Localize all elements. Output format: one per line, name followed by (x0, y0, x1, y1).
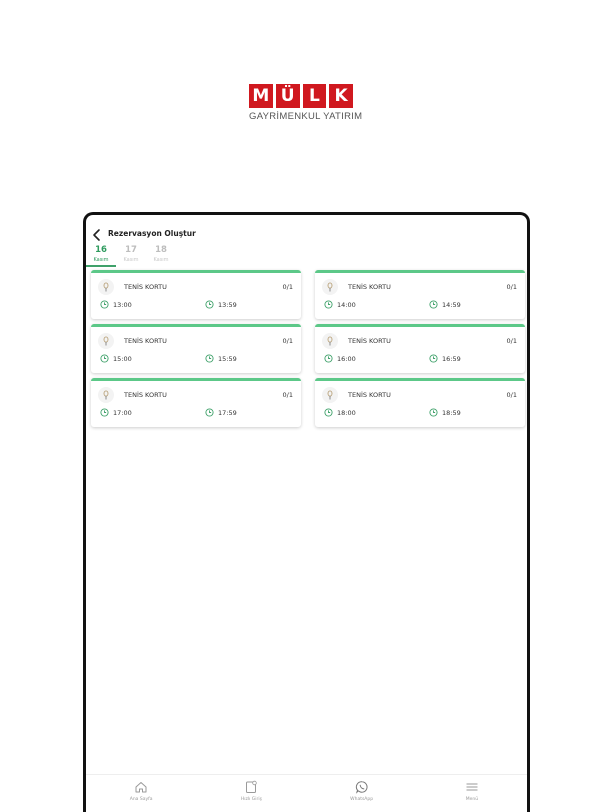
court-name: TENİS KORTU (124, 391, 167, 399)
nav-label: Menü (465, 797, 479, 802)
logo-subtitle: GAYRİMENKUL YATIRIM (249, 111, 363, 122)
tab-day-16[interactable] (86, 245, 116, 267)
logo-letter: L (303, 84, 327, 108)
end-time (429, 408, 461, 417)
clock-icon (324, 300, 333, 309)
clock-icon (429, 354, 438, 363)
whatsapp-icon (355, 780, 369, 794)
tab-day-number: 18 (155, 245, 167, 255)
reservation-slot-card[interactable] (91, 270, 301, 319)
start-time (100, 300, 132, 309)
tennis-racket-icon (98, 279, 114, 295)
start-time-value: 14:00 (337, 300, 356, 309)
end-time (429, 300, 461, 309)
nav-whatsapp[interactable] (307, 775, 417, 812)
clock-icon (429, 300, 438, 309)
slot-capacity: 0/1 (506, 337, 517, 345)
clock-icon (100, 354, 109, 363)
court-name: TENİS KORTU (348, 391, 391, 399)
logo-letters (249, 84, 353, 108)
nav-home[interactable] (86, 775, 196, 812)
clock-icon (205, 300, 214, 309)
bottom-navigation (86, 774, 527, 812)
clock-icon (205, 408, 214, 417)
slot-capacity: 0/1 (506, 391, 517, 399)
end-time-value: 15:59 (218, 354, 237, 363)
nav-label: Hızlı Giriş (240, 797, 262, 802)
date-tabs (86, 245, 176, 267)
start-time-value: 15:00 (113, 354, 132, 363)
start-time-value: 17:00 (113, 408, 132, 417)
quick-entry-icon (244, 780, 258, 794)
court-name: TENİS KORTU (348, 283, 391, 291)
clock-icon (324, 354, 333, 363)
start-time (100, 408, 132, 417)
tennis-racket-icon (322, 387, 338, 403)
tab-month-label: Kasım (123, 257, 139, 263)
reservation-slot-card[interactable] (91, 324, 301, 373)
end-time-value: 16:59 (442, 354, 461, 363)
start-time-value: 16:00 (337, 354, 356, 363)
slot-capacity: 0/1 (282, 391, 293, 399)
start-time (324, 408, 356, 417)
tennis-racket-icon (322, 279, 338, 295)
menu-icon (465, 780, 479, 794)
end-time (205, 354, 237, 363)
tab-day-18[interactable] (146, 245, 176, 267)
reservation-slot-card[interactable] (315, 324, 525, 373)
back-arrow-icon[interactable] (90, 228, 104, 242)
clock-icon (100, 408, 109, 417)
start-time (324, 300, 356, 309)
brand-logo (249, 84, 363, 122)
nav-label: Ana Sayfa (129, 797, 153, 802)
logo-letter: Ü (276, 84, 300, 108)
end-time-value: 13:59 (218, 300, 237, 309)
slot-capacity: 0/1 (282, 337, 293, 345)
reservation-slot-card[interactable] (315, 270, 525, 319)
tennis-racket-icon (98, 387, 114, 403)
app-screen (83, 212, 530, 812)
clock-icon (205, 354, 214, 363)
court-name: TENİS KORTU (124, 283, 167, 291)
clock-icon (100, 300, 109, 309)
tennis-racket-icon (322, 333, 338, 349)
start-time-value: 13:00 (113, 300, 132, 309)
home-icon (134, 780, 148, 794)
page-title: Rezervasyon Oluştur (108, 229, 196, 238)
end-time-value: 17:59 (218, 408, 237, 417)
end-time (429, 354, 461, 363)
clock-icon (324, 408, 333, 417)
logo-letter: K (329, 84, 353, 108)
nav-menu[interactable] (417, 775, 527, 812)
tab-day-number: 17 (125, 245, 137, 255)
end-time-value: 18:59 (442, 408, 461, 417)
tab-day-number: 16 (95, 245, 107, 255)
court-name: TENİS KORTU (348, 337, 391, 345)
slot-capacity: 0/1 (282, 283, 293, 291)
tab-month-label: Kasım (153, 257, 169, 263)
clock-icon (429, 408, 438, 417)
reservation-slot-card[interactable] (315, 378, 525, 427)
reservation-slot-card[interactable] (91, 378, 301, 427)
nav-label: WhatsApp (350, 797, 374, 802)
tab-month-label: Kasım (93, 257, 109, 263)
end-time (205, 300, 237, 309)
logo-letter: M (249, 84, 273, 108)
nav-quick-entry[interactable] (196, 775, 306, 812)
start-time-value: 18:00 (337, 408, 356, 417)
tennis-racket-icon (98, 333, 114, 349)
end-time (205, 408, 237, 417)
start-time (324, 354, 356, 363)
court-name: TENİS KORTU (124, 337, 167, 345)
tab-day-17[interactable] (116, 245, 146, 267)
slot-grid (91, 270, 526, 427)
end-time-value: 14:59 (442, 300, 461, 309)
slot-capacity: 0/1 (506, 283, 517, 291)
start-time (100, 354, 132, 363)
